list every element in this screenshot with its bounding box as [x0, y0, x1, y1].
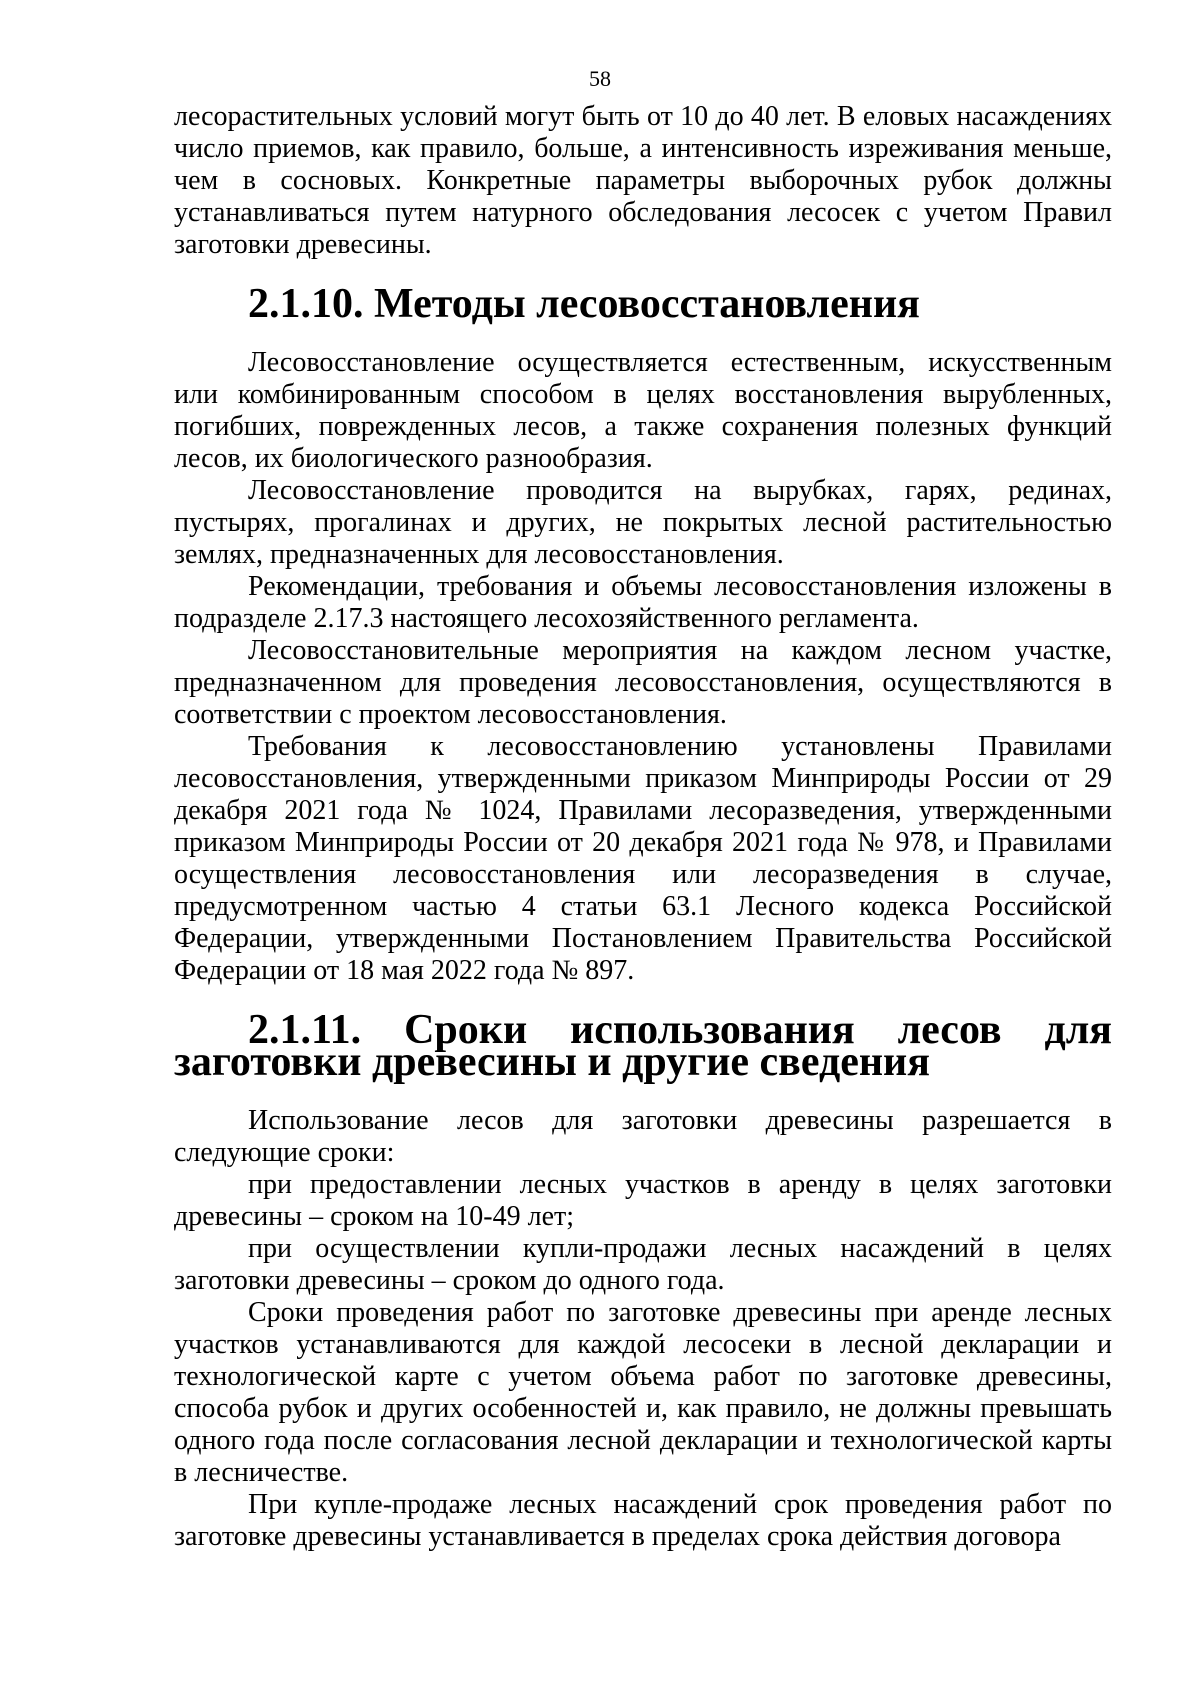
- paragraph-continued: лесорастительных условий могут быть от 10 до 40 лет. В еловых насаждениях число приемов, как правило, больше, а интенсивность изреживания меньше, чем в сосновых. Конкретные параметры выборочных рубок должны устанавливаться путем натурного обследования лесосек с учетом Правил заготовки древесины.: [174, 101, 1112, 260]
- paragraph: Лесовосстановление проводится на вырубках, гарях, рединах, пустырях, прогалинах и других, не покрытых лесной растительностью землях, предназначенных для лесовосстановления.: [174, 475, 1112, 570]
- paragraph: Лесовосстановление осуществляется естественным, искусственным или комбинированным способом в целях восстановления вырубленных, погибших, поврежденных лесов, а также сохранения полезных функций лесов, их биологического разнообразия.: [174, 347, 1112, 474]
- paragraph: Рекомендации, требования и объемы лесовосстановления изложены в подразделе 2.17.3 настоящего лесохозяйственного регламента.: [174, 571, 1112, 634]
- page-number: 58: [589, 66, 611, 91]
- paragraph: при предоставлении лесных участков в аренду в целях заготовки древесины – сроком на 10-49 лет;: [174, 1169, 1112, 1232]
- paragraph: При купле-продаже лесных насаждений срок проведения работ по заготовке древесины устанавливается в пределах срока действия договора: [174, 1489, 1112, 1552]
- section-heading-2-1-11: 2.1.11. Сроки использования лесов для заготовки древесины и другие сведения: [174, 1007, 1112, 1085]
- paragraph: Сроки проведения работ по заготовке древесины при аренде лесных участков устанавливаются для каждой лесосеки в лесной декларации и технологической карте с учетом объема работ по заготовке древесины, способа рубок и других особенностей и, как правило, не должны превышать одного года после согласования лесной декларации и технологической карты в лесничестве.: [174, 1297, 1112, 1488]
- paragraph: Требования к лесовосстановлению установлены Правилами лесовосстановления, утвержденными приказом Минприроды России от 29 декабря 2021 года № 1024, Правилами лесоразведения, утвержденными приказом Минприроды России от 20 декабря 2021 года № 978, и Правилами осуществления лесовосстановления или лесоразведения в случае, предусмотренном частью 4 статьи 63.1 Лесного кодекса Российской Федерации, утвержденными Постановлением Правительства Российской Федерации от 18 мая 2022 года № 897.: [174, 731, 1112, 986]
- paragraph: Лесовосстановительные мероприятия на каждом лесном участке, предназначенном для проведения лесовосстановления, осуществляются в соответствии с проектом лесовосстановления.: [174, 635, 1112, 730]
- document-body: [174, 101, 1112, 1553]
- section-heading-2-1-10: 2.1.10. Методы лесовосстановления: [248, 281, 920, 327]
- paragraph: при осуществлении купли-продажи лесных насаждений в целях заготовки древесины – сроком до одного года.: [174, 1233, 1112, 1296]
- paragraph: Использование лесов для заготовки древесины разрешается в следующие сроки:: [174, 1105, 1112, 1168]
